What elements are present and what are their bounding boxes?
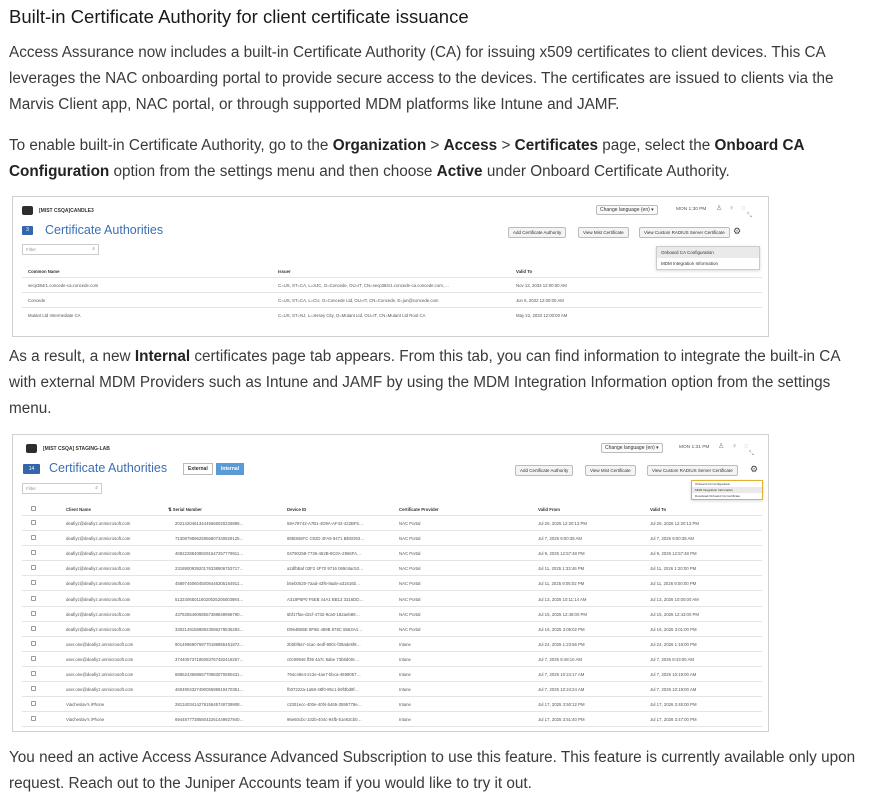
- cell-serial-number: 688524369865770983070680431…: [175, 672, 244, 677]
- cell-valid-from: Jul 17, 2025 3:50:12 PM: [538, 702, 585, 707]
- menu-item-mdm-integration-information[interactable]: MDM Integration Information: [661, 261, 719, 266]
- cell-device-id: c0c99946 ff39 4a7c 8abe 73b8d00c…: [287, 657, 360, 662]
- screenshot-certificate-authorities-settings: [12, 196, 769, 337]
- cell-certificate-provider: Intune: [399, 642, 411, 647]
- view-mist-certificate-button[interactable]: View Mist Certificate: [585, 465, 636, 476]
- expand-icon[interactable]: ⤡: [747, 213, 752, 219]
- bold-organization: Organization: [332, 137, 427, 154]
- cell-device-id: 2b0bf9a7-4cac-4edf-890c-f39ade5f8…: [287, 642, 361, 647]
- bold-access: Access: [443, 137, 498, 154]
- cell-valid-to: Jul 7, 2026 10:19:00 AM: [650, 687, 697, 692]
- cell-valid-to: Jul 15, 2026 12:43:00 PM: [650, 612, 699, 617]
- menu-item-onboard-ca-configuration[interactable]: Onboard CA Configuration: [695, 482, 731, 486]
- cell-serial-number: 460490432749005599919470351…: [175, 687, 244, 692]
- cell-valid-from: Jul 24, 2025 1:23:56 PM: [538, 642, 585, 647]
- subscription-paragraph: You need an active Access Assurance Advanced Subscription to use this feature. This feature is currently available only upon request. Reach out to the Juniper Accounts team if you would like to try it out.: [9, 749, 856, 792]
- internal-tab-paragraph: [9, 344, 861, 422]
- settings-gear-icon[interactable]: ⚙: [750, 464, 759, 474]
- cell-valid-to: Jul 17, 2026 3:47:00 PM: [650, 717, 697, 722]
- cell-certificate-provider: Intune: [399, 657, 411, 662]
- org-name: [MIST CSQA]CANDLE3: [39, 208, 94, 214]
- cell-device-id: 59A78742-A7B1-4D9A-AF42-422BF6…: [287, 521, 364, 526]
- text: certificates page tab appears. From this tab, you can find information to integrate the built-in CA with external MDM Providers such as Intune and JAMF by using the MDM Integration Information option from the settings menu.: [9, 348, 840, 417]
- column-header-device-id[interactable]: Device ID: [287, 507, 307, 512]
- cell-valid-to: Jul 11, 2026 9:00:00 PM: [650, 581, 697, 586]
- divider: [22, 666, 762, 667]
- cell-device-id: 04790258-7736-462B-8C0A-2966FA…: [287, 551, 362, 556]
- search-icon: ⌕: [92, 246, 95, 252]
- cell-device-id: 885DB6FC C92D 4FA9 9471 BEED93…: [287, 536, 365, 541]
- divider: [22, 681, 762, 682]
- text: under Onboard Certificate Authority.: [482, 163, 730, 180]
- count-badge: 3: [22, 226, 33, 235]
- cell-client-name[interactable]: user.one@deafiyz.onmicrosoft.com: [66, 672, 134, 677]
- filter-input[interactable]: [22, 483, 102, 494]
- clock-time: MON 1:30 PM: [676, 207, 707, 212]
- clock-time: MON 1:31 PM: [679, 445, 710, 450]
- cell-device-id: fb07222a-1a58-48f0-95c1-b9f3bd9f…: [287, 687, 359, 692]
- divider: [22, 292, 762, 293]
- cell-device-id: 96e60cbc-102b-404c-94fb-51e63cb0…: [287, 717, 362, 722]
- cell-client-name[interactable]: Viacheslav's iPhone: [66, 702, 105, 707]
- cell-serial-number: 513240650116020525205003984…: [175, 597, 244, 602]
- column-header-serial-number-label: Serial Number: [172, 507, 202, 512]
- help-icon[interactable]: ♀: [729, 205, 735, 212]
- tab-external[interactable]: External: [183, 463, 213, 475]
- text: >: [426, 137, 444, 154]
- cell-valid-from: Jul 17, 2025 3:51:40 PM: [538, 717, 585, 722]
- cell-valid-from: Jul 7, 2025 9:00:39 AM: [538, 536, 582, 541]
- menu-item-mdm-integration-information[interactable]: MDM Integration Information: [692, 487, 762, 493]
- cell-serial-number: 231890093920176338906753717…: [175, 566, 244, 571]
- cell-serial-number: 694487773858042261449927940…: [175, 717, 244, 722]
- divider: [22, 696, 762, 697]
- row-checkbox[interactable]: [31, 611, 36, 616]
- cell-client-name[interactable]: user.one@deafiyz.onmicrosoft.com: [66, 642, 134, 647]
- user-icon[interactable]: ♙: [718, 443, 725, 450]
- enable-paragraph: [9, 133, 861, 185]
- language-select[interactable]: Change language (en) ▾: [601, 443, 663, 453]
- cell-valid-from: Jul 9, 2025 12:57:48 PM: [538, 551, 585, 556]
- cell-valid-to: Nov 13, 2033 12:00:00 AM: [516, 283, 567, 288]
- user-icon[interactable]: ♙: [716, 205, 723, 212]
- cell-serial-number: 281340341427915645749739908…: [175, 702, 244, 707]
- divider: [22, 636, 762, 637]
- text: option from the settings menu and then choose: [109, 163, 437, 180]
- view-mist-certificate-button[interactable]: View Mist Certificate: [578, 227, 629, 238]
- cell-device-id: c3301ecc-400e-40f4-b465-3595779e…: [287, 702, 363, 707]
- cell-valid-to: Jul 7, 2026 9:00:39 AM: [650, 536, 694, 541]
- add-certificate-authority-button[interactable]: Add Certificate Authority: [508, 227, 566, 238]
- org-name: [MIST CSQA] STAGING-LAB: [43, 446, 110, 452]
- cell-serial-number: 330214915698923086279536293…: [175, 627, 244, 632]
- cell-serial-number: 458974506045005446305164911…: [175, 581, 244, 586]
- cell-serial-number: 713087959625856807340829125…: [175, 536, 244, 541]
- row-checkbox[interactable]: [31, 701, 36, 706]
- add-certificate-authority-button[interactable]: Add Certificate Authority: [515, 465, 573, 476]
- filter-input[interactable]: [22, 244, 99, 255]
- row-checkbox[interactable]: [31, 580, 36, 585]
- text: page, select the: [597, 137, 715, 154]
- cell-valid-from: Jul 11, 2025 1:33:46 PM: [538, 566, 585, 571]
- cell-client-name[interactable]: deafiyz@deafiyz.onmicrosoft.com: [66, 612, 131, 617]
- column-header-valid-to[interactable]: Valid To: [650, 507, 667, 512]
- row-checkbox[interactable]: [31, 641, 36, 646]
- row-checkbox[interactable]: [31, 716, 36, 721]
- sort-icon: ⇅: [168, 507, 173, 512]
- row-checkbox[interactable]: [31, 596, 36, 601]
- cell-serial-number: 437635546068557388849968790…: [175, 612, 244, 617]
- cell-certificate-provider: NAC Portal: [399, 566, 421, 571]
- cell-client-name[interactable]: deafiyz@deafiyz.onmicrosoft.com: [66, 521, 131, 526]
- cell-serial-number: 202142046134445666020225896…: [175, 521, 244, 526]
- cell-valid-to: Jul 16, 2026 3:01:00 PM: [650, 627, 697, 632]
- cell-valid-to: May 22, 2033 12:00:00 AM: [516, 313, 568, 318]
- cell-valid-from: Jul 7, 2025 10:24:17 AM: [538, 672, 585, 677]
- mist-logo-icon: [26, 444, 37, 453]
- settings-menu: [656, 246, 760, 270]
- cell-certificate-provider: NAC Portal: [399, 612, 421, 617]
- cell-client-name[interactable]: deafiyz@deafiyz.onmicrosoft.com: [66, 536, 131, 541]
- column-header-client-name[interactable]: Client Name: [66, 507, 91, 512]
- column-header-valid-from[interactable]: Valid From: [538, 507, 560, 512]
- count-badge: 14: [23, 464, 40, 474]
- cell-client-name[interactable]: Viacheslav's iPhone: [66, 717, 105, 722]
- divider: [22, 606, 762, 607]
- cell-valid-to: Jul 13, 2026 10:00:00 AM: [650, 597, 699, 602]
- cell-issuer: C=US, ST=CA, L=SJC, O=Concede, OU=IT, CN=secp384r1.concede-ca.concede.com, ...: [278, 283, 449, 288]
- cell-valid-to: Jul 9, 2026 12:57:48 PM: [650, 551, 697, 556]
- row-checkbox[interactable]: [31, 626, 36, 631]
- divider: [22, 711, 762, 712]
- tab-internal[interactable]: Internal: [216, 463, 244, 475]
- row-checkbox[interactable]: [31, 535, 36, 540]
- cell-certificate-provider: NAC Portal: [399, 581, 421, 586]
- cell-common-name[interactable]: Concede: [28, 298, 46, 303]
- divider: [22, 726, 762, 727]
- divider: [22, 307, 762, 308]
- divider: [22, 530, 762, 531]
- cell-valid-to: Jun 6, 2032 12:00:00 AM: [516, 298, 564, 303]
- bold-internal: Internal: [134, 348, 191, 365]
- cell-certificate-provider: Intune: [399, 672, 411, 677]
- cell-valid-to: Jul 11, 2026 1:20:00 PM: [650, 566, 697, 571]
- text: As a result, a new: [9, 348, 135, 365]
- divider: [22, 560, 762, 561]
- cell-valid-from: Jul 7, 2025 8:48:10 AM: [538, 657, 582, 662]
- view-radius-certificate-button[interactable]: View Custom RADIUS Server Certificate: [639, 227, 730, 238]
- cell-client-name[interactable]: user.one@deafiyz.onmicrosoft.com: [66, 687, 134, 692]
- cell-device-id: b6eb0520-7aad-43f6-9ade-a31616b…: [287, 581, 361, 586]
- help-icon[interactable]: ♀: [732, 443, 738, 450]
- page-title: Certificate Authorities: [45, 223, 164, 237]
- divider: [22, 515, 762, 516]
- column-header-issuer[interactable]: Issuer: [278, 269, 291, 274]
- help-circle-icon[interactable]: ◌: [741, 205, 746, 212]
- cell-certificate-provider: Intune: [399, 702, 411, 707]
- row-checkbox[interactable]: [31, 656, 36, 661]
- cell-valid-to: Jul 7, 2026 10:19:00 AM: [650, 672, 697, 677]
- cell-certificate-provider: NAC Portal: [399, 627, 421, 632]
- intro-paragraph: Access Assurance now includes a built-in Certificate Authority (CA) for issuing x509 certificates to client devices. This CA leverages the NAC onboarding portal to provide secure access to the devices. The certificates are issued to clients via the Marvis Client app, NAC portal, or through supported MDM platforms like Intune and JAMF.: [9, 44, 834, 113]
- column-header-common-name[interactable]: Common Name: [28, 269, 60, 274]
- cell-certificate-provider: NAC Portal: [399, 536, 421, 541]
- cell-issuer: C=US, ST=NJ, L=Jersey City, O=Mutant Ltd, OU=IT, CN=Mutant Ltd Root CA: [278, 313, 426, 318]
- cell-certificate-provider: NAC Portal: [399, 521, 421, 526]
- cell-valid-to: Jul 7, 2026 8:43:00 AM: [650, 657, 694, 662]
- cell-issuer: C=US, ST=CA, L=CU, O=Concede Ltd, OU=IT, CN=Concede, E=jun@concede.com: [278, 298, 439, 303]
- filter-placeholder: Filter: [26, 486, 36, 491]
- mist-logo-icon: [22, 206, 33, 215]
- cell-serial-number: 469222884088291547257779911…: [175, 551, 244, 556]
- language-select[interactable]: Change language (en) ▾: [596, 205, 658, 215]
- cell-client-name[interactable]: deafiyz@deafiyz.onmicrosoft.com: [66, 566, 131, 571]
- cell-device-id: a2dfbBaf 03F2 4F70 9716 069c8ac53…: [287, 566, 364, 571]
- row-checkbox[interactable]: [31, 686, 36, 691]
- cell-common-name[interactable]: secp384r1.concede-ca.concede.com: [28, 283, 99, 288]
- cell-valid-to: Jul 26, 2026 12:20:13 PM: [650, 521, 699, 526]
- cell-certificate-provider: Intune: [399, 687, 411, 692]
- settings-gear-icon[interactable]: ⚙: [733, 226, 742, 236]
- cell-client-name[interactable]: user.one@deafiyz.onmicrosoft.com: [66, 657, 134, 662]
- cell-certificate-provider: NAC Portal: [399, 551, 421, 556]
- select-all-checkbox[interactable]: [31, 506, 36, 511]
- row-checkbox[interactable]: [31, 550, 36, 555]
- cell-common-name[interactable]: Mutant Ltd Intermediate CA: [28, 313, 81, 318]
- divider: [22, 545, 762, 546]
- cell-device-id: 6bf17fae-d2cf-4732-9ca0-182aeb89…: [287, 612, 360, 617]
- bold-certificates: Certificates: [514, 137, 598, 154]
- column-header-valid-to[interactable]: Valid To: [516, 269, 533, 274]
- cell-device-id: D964B86E 8F6E 489B 878C 8663A4…: [287, 627, 363, 632]
- cell-valid-to: Jul 17, 2026 3:45:00 PM: [650, 702, 697, 707]
- divider: [22, 575, 762, 576]
- cell-valid-to: Jul 24, 2026 1:18:00 PM: [650, 642, 697, 647]
- cell-serial-number: 901499690769770189855451872…: [175, 642, 244, 647]
- menu-item-onboard-ca-configuration[interactable]: Onboard CA Configuration: [657, 247, 759, 258]
- help-circle-icon[interactable]: ◌: [744, 443, 749, 450]
- filter-placeholder: Filter: [26, 247, 36, 252]
- bold-onboard-ca-configuration: Onboard CA Configuration: [9, 137, 804, 180]
- cell-valid-from: Jul 7, 2025 10:24:24 AM: [538, 687, 585, 692]
- column-header-serial-number[interactable]: [168, 507, 202, 513]
- column-header-certificate-provider[interactable]: Certificate Provider: [399, 507, 439, 512]
- cell-serial-number: 374405737185083767482418267…: [175, 657, 244, 662]
- divider: [22, 590, 762, 591]
- text: To enable built-in Certificate Authority, go to the: [9, 137, 333, 154]
- search-icon: ⌕: [95, 485, 98, 491]
- row-checkbox[interactable]: [31, 671, 36, 676]
- divider: [22, 277, 762, 278]
- bold-active: Active: [436, 163, 483, 180]
- settings-menu: [691, 480, 763, 500]
- divider: [22, 621, 762, 622]
- divider: [22, 651, 762, 652]
- cell-client-name[interactable]: deafiyz@deafiyz.onmicrosoft.com: [66, 551, 131, 556]
- row-checkbox[interactable]: [31, 520, 36, 525]
- cell-valid-from: Jul 26, 2025 12:20:13 PM: [538, 521, 587, 526]
- expand-icon[interactable]: ⤡: [749, 451, 754, 457]
- cell-client-name[interactable]: deafiyz@deafiyz.onmicrosoft.com: [66, 581, 131, 586]
- cell-valid-from: Jul 13, 2025 10:11:14 AM: [538, 597, 587, 602]
- article-title: Built-in Certificate Authority for client certificate issuance: [9, 6, 469, 27]
- cell-client-name[interactable]: deafiyz@deafiyz.onmicrosoft.com: [66, 597, 131, 602]
- cell-valid-from: Jul 16, 2025 3:06:02 PM: [538, 627, 585, 632]
- cell-device-id: A318P5P0 F5EB 44A1 BB13 3316DD…: [287, 597, 364, 602]
- page-title: Certificate Authorities: [49, 461, 168, 475]
- screenshot-internal-certificates-tab: [12, 434, 769, 732]
- row-checkbox[interactable]: [31, 565, 36, 570]
- cell-certificate-provider: NAC Portal: [399, 597, 421, 602]
- cell-valid-from: Jul 11, 2025 9:05:02 PM: [538, 581, 585, 586]
- menu-item-download-onboard-ca-certificate[interactable]: Download Onboard CA Certificate: [695, 494, 741, 498]
- view-radius-certificate-button[interactable]: View Custom RADIUS Server Certificate: [647, 465, 738, 476]
- cell-valid-from: Jul 15, 2025 12:48:00 PM: [538, 612, 587, 617]
- cell-certificate-provider: Intune: [399, 717, 411, 722]
- cell-device-id: 794c48e4-2c3e-4ae7-bbca-4698057…: [287, 672, 361, 677]
- text: >: [497, 137, 515, 154]
- cell-client-name[interactable]: deafiyz@deafiyz.onmicrosoft.com: [66, 627, 131, 632]
